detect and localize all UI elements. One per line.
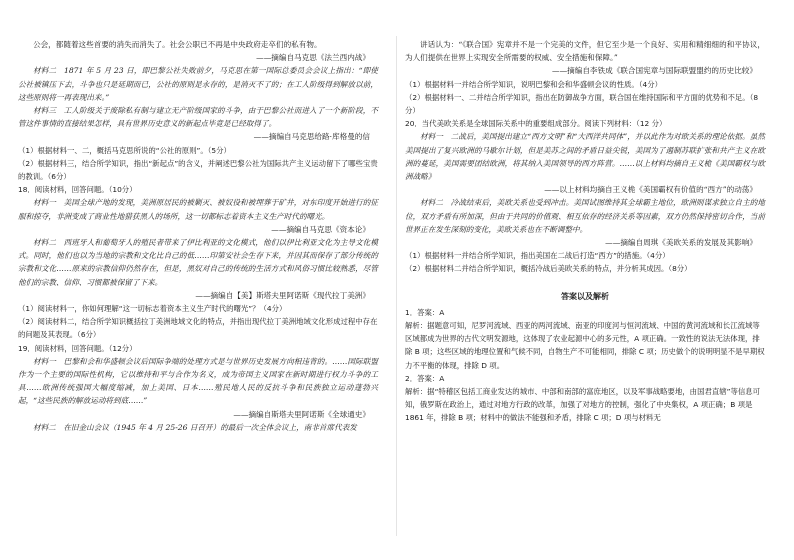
question-2: （2）根据材料二并结合所学知识，概括冷战后美欧关系的特点，并分析其成因。（8分） xyxy=(405,264,692,274)
question-19-heading: 19．阅读材料，回答问题。（12分） xyxy=(18,343,137,353)
source-citation: ——摘编自马克思给路·库格曼的信 xyxy=(253,132,370,142)
right-column xyxy=(405,38,765,425)
source-citation: ——摘编自马克思《法兰西内战》 xyxy=(256,53,370,63)
source-citation: ——摘编自周琪《美欧关系的发展及其影响》 xyxy=(605,238,757,248)
material-1: 材料一 二战后，美国提出建立“西方文明”和“大西洋共同体”，并以此作为对欧关系的理论依据。虽然美国提出了复兴欧洲的马歇尔计划，但是美苏之间的矛盾日益尖锐，美国为了遏制苏联扩张和共产主义在欧洲的蔓延，美国需要团结欧洲，将其纳入美国领导的西方阵营。……以上材料均摘自王义桅《美国霸权与欧洲战略》 xyxy=(405,132,765,182)
answer-1-explanation: 解析：据题意可知，尼罗河流域、西亚的两河流域、南亚的印度河与恒河流域、中国的黄河流域和长江流域等区域都成为世界的古代文明发源地，这体现了农业起源中心的多元性，A 项正确。一致性的说法无法体现，排除 B 项；这些区域的地理位置和气候不同，自物生产不可能相同，排除 C 项；历史做个的说明明显不是早期权力不平衡的体现，排除 D 项。 xyxy=(405,321,765,370)
answer-1-head: 1．答案：A xyxy=(405,307,445,317)
question-1: （1）根据材料一并结合所学知识，说明巴黎和会和华盛顿会议的性质。（4分） xyxy=(405,79,662,89)
source-citation: ——摘编自【美】斯塔夫里阿诺斯《现代拉丁美洲》 xyxy=(195,290,370,300)
passage-text: 讲话认为：“《联合国》宪章并不是一个完美的文件，但它至少是一个良好、实用和精细细的和平协议，为人们提供在世界上实现安全所需要的权威、安全措施和保障。” xyxy=(405,40,765,63)
material-1: 材料一 美国全球产地的发现，美洲原居民的被剿灭、被奴役和被埋葬于矿井，对东印度开始进行的征服和掠夺，非洲变成了商业性地猎获黑人的场所，这一切都标志着资本主义生产时代的曙光。 xyxy=(18,198,378,221)
question-1: （1）阅读材料一，你如何理解“这一切标志着资本主义生产时代的曙光”？（4分） xyxy=(18,304,287,314)
passage-text: 公会，都随着这些首要的消失而消失了。社会公职已不再是中央政府走卒们的私有物。 xyxy=(33,40,322,49)
material-3: 材料三 工人阶级关于废除私有制与建立无产阶级国家的斗争，由于巴黎公社而进入了一个新阶段，不管这件事情的直接结果怎样，具有世界历史意义的新起点毕竟是已经取得了。 xyxy=(18,106,378,129)
question-2: （2）根据材料三，结合所学知识，指出“新起点”的含义，并阐述巴黎公社为国际共产主义运动留下了哪些宝贵的教训。（6分） xyxy=(18,158,378,182)
source-citation: ——摘编自马克思《资本论》 xyxy=(271,224,370,234)
answer-2-explanation: 解析：据“特稽区包括工商业发达的城市、中部和南部的富庶地区，以及军事战略要地，由国君直辖”等信息可知，俄罗斯在政治上，通过对地方行政的改革，加强了对地方的控制，强化了中央集权，A 项正确；B 项是 1861 年，排除 B 项；材料中的做法不能强和矛盾，排除 C 项；D 项与材料无 xyxy=(405,387,761,423)
question-20-heading: 20．当代美欧关系是全球国际关系中的重要组成部分。阅读下列材料：（12 分） xyxy=(405,119,667,129)
material-2: 材料二 西班牙人和葡萄牙人的殖民者带来了伊比利亚的文化模式，他们以伊比利亚文化为主导文化模式。同时，他们也以为当地的宗教和文化比自己的低……印第安社会生存下来，并因其而保存了部分传统的宗教和文化……原来的宗教信仰仍然存在，但是，黑奴对自己的传统的生活方式和风俗习惯比较熟悉，尽管他们的宗教、信仰、习惯都被保留了下来。 xyxy=(18,238,378,287)
question-1: （1）根据材料一、二，概括马克思所说的“公社的原则”。（5分） xyxy=(18,145,231,155)
question-2: （2）根据材料一、二并结合所学知识，指出在防御战争方面，联合国在维持国际和平方面的优势和不足。（8分） xyxy=(405,92,759,116)
material-2: 材料二 1871 年 5 月 23 日，即巴黎公社失败前夕，马克思在第一国际总委员会会议上指出：“即使公社被镇压下去，斗争也只是延期而已，公社的原则是永存的，是消灭不了的；在工人阶级得到解放以前，这些原则将一再表现出来。” xyxy=(18,66,378,102)
question-2: （2）阅读材料二，结合所学知识概括拉丁美洲地域文化的特点，并指出现代拉丁美洲地域文化形成过程中存在的问题及其表现。（6分） xyxy=(18,317,378,340)
material-1: 材料一 巴黎和会和华盛顿会议后国际争端的处理方式是与世界历史发展方向相违背的。……国际联盟作为一个主要的国际性机构，它以维持和平与合作为名义，成为帝国主义国家在新时期进行权力斗争的工具……欧洲传统强国大幅度缩减，加上美国、日本……殖民地人民的反抗斗争和民族独立运动蓬勃兴起，“这些民族的解放运动将到底……” xyxy=(18,356,378,406)
left-column xyxy=(18,38,378,434)
question-1: （1）根据材料一并结合所学知识，指出美国在二战后打造“西方”的措施。（4分） xyxy=(405,251,670,261)
material-2: 材料二 冷战结束后，美欧关系也受到冲击。美国试图维持其全球霸主地位，欧洲则谋求独立自主的地位，双方矛盾有所加深，但由于共同的价值观、相互依存的经济关系等因素，双方仍然保持密切合作，当前世界正在发生深刻的变化，美欧关系也在不断调整中。 xyxy=(405,198,765,234)
material-2: 材料二 在旧金山会议（1945 年 4 月 25-26 日召开）的最后一次全体会议上，南非首席代表发 xyxy=(33,422,357,432)
source-citation: ——以上材料均摘自王义桅《美国霸权有价值的“西方”的动荡》 xyxy=(544,185,757,195)
answer-2-head: 2．答案：A xyxy=(405,373,445,383)
answers-heading: 答案以及解析 xyxy=(561,291,609,301)
source-citation: ——摘编自斯塔夫里阿诺斯《全球通史》 xyxy=(233,409,370,419)
column-divider xyxy=(396,36,397,536)
source-citation: ——摘编自李铁成《联合国宪章与国际联盟盟约的历史比较》 xyxy=(551,66,757,76)
question-18-heading: 18．阅读材料，回答问题。（10分） xyxy=(18,185,137,195)
